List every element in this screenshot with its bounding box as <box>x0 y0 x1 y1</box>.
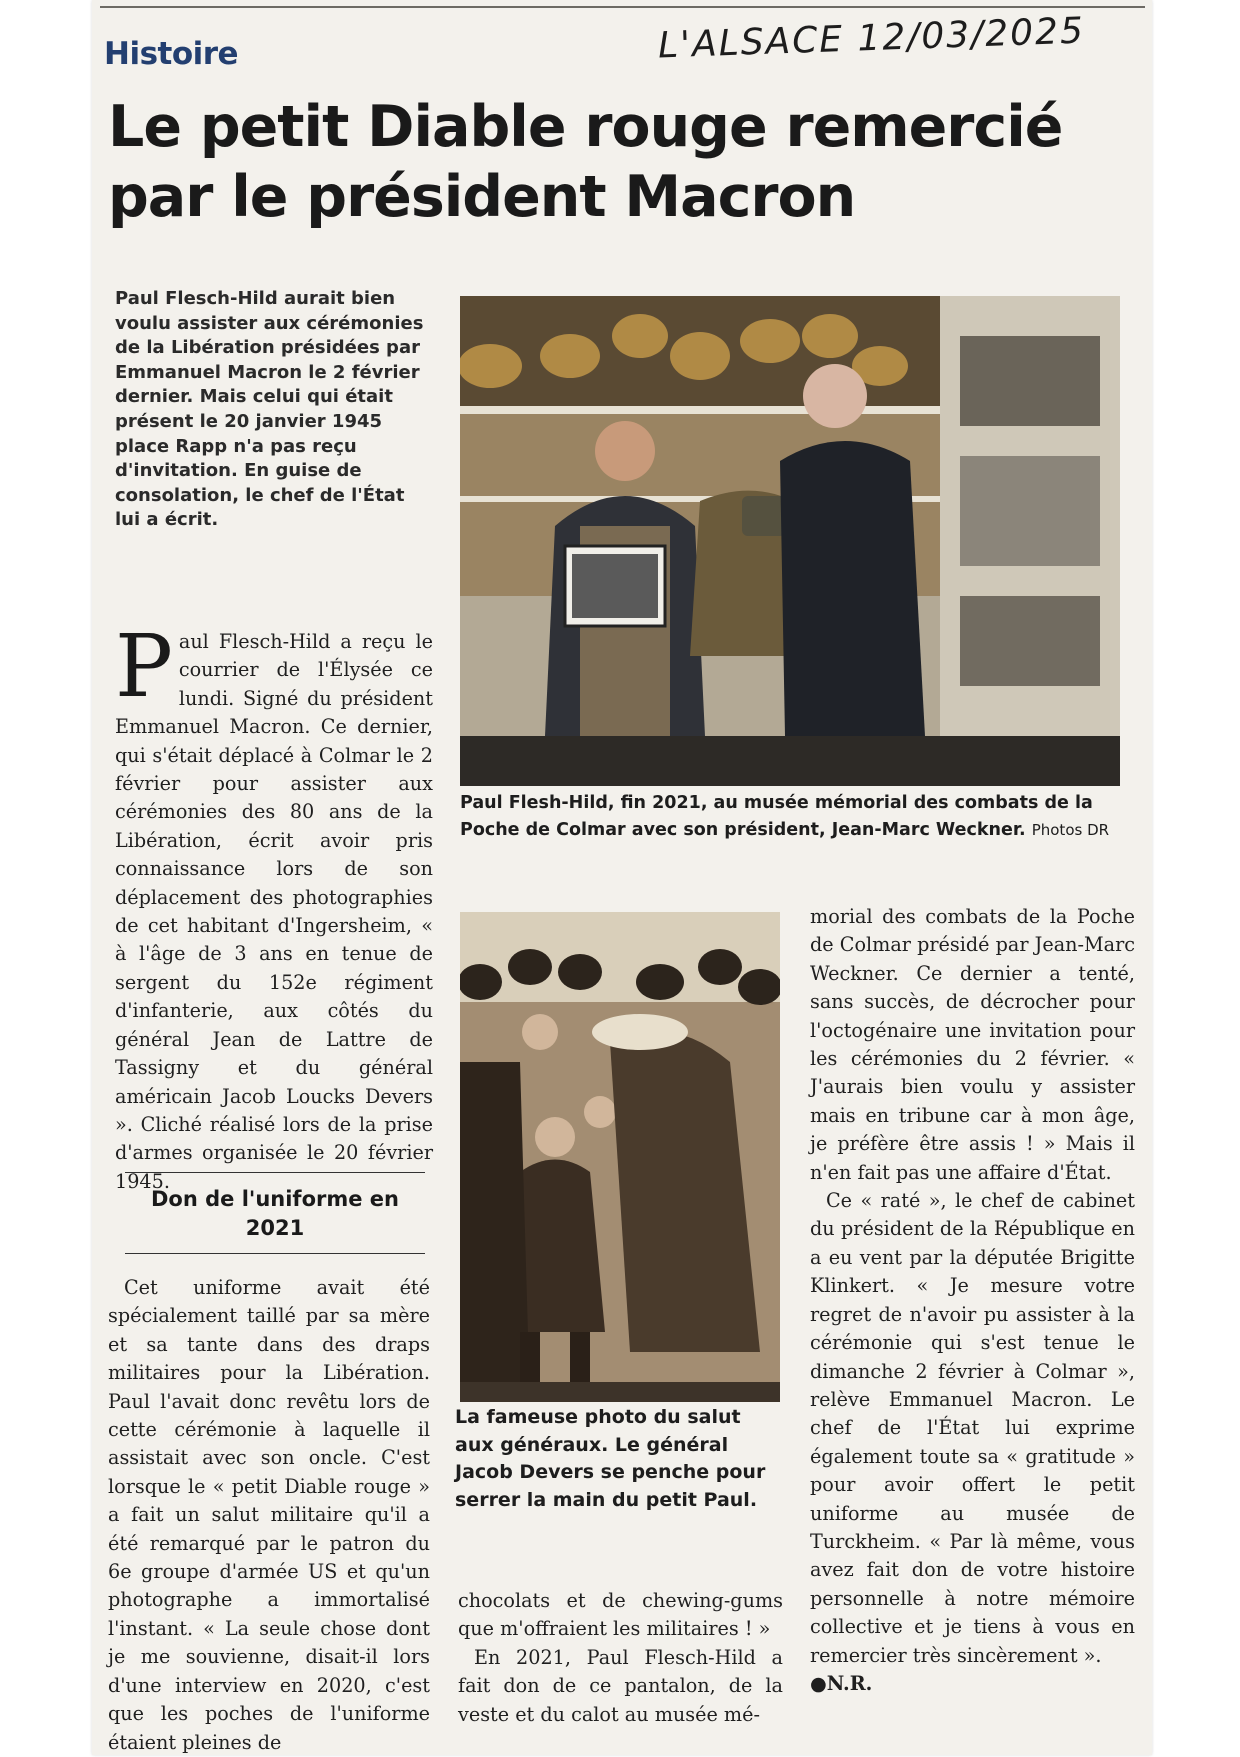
body-paragraph-4b: Ce « raté », le chef de cabinet du président de la République en a eu vent par la députée Brigitte Klinkert. « Je mesure votre regret de n'avoir pu assister à la cérémonie qui s'est tenue le dimanche 2 février à Colmar », relève Emmanuel Macron. Le chef de l'État lui exprime également toute sa « gratitude » pour avoir offert le petit uniforme au musée de Turckheim. « Par là même, vous avez fait don de votre histoire personnelle à notre mémoire collective et je tiens à vous en remercier très sincèrement ». <box>810 1189 1135 1667</box>
body-paragraph-4a: morial des combats de la Poche de Colmar présidé par Jean-Marc Weckner. Ce dernier a tenté, sans succès, de décrocher pour l'octogénaire une invitation pour les cérémonies du 2 février. « J'aurais bien voulu y assister mais en tribune car à mon âge, je préfère être assis ! » Mais il n'en fait pas une affaire d'État. <box>810 905 1135 1184</box>
subhead-rule-bottom <box>125 1253 425 1254</box>
headline <box>108 92 1108 232</box>
museum-photo <box>460 296 1120 786</box>
archive-photo-illustration <box>460 912 780 1402</box>
body-paragraph-1: aul Flesch-Hild a reçu le courrier de l'Élysée ce lundi. Signé du président Emmanuel Macron. Ce dernier, qui s'était déplacé à Colmar le 2 février pour assister aux cérémonies des 80 ans de la Libération, écrit avoir pris connaissance lors de son déplacement des photographies de cet habitant d'Ingersheim, « à l'âge de 3 ans en tenue de sergent du 152e régiment d'infanterie, aux côtés du général Jean de Lattre de Tassigny et du général américain Jacob Loucks Devers ». Cliché réalisé lors de la prise d'armes organisée le 20 février 1945. <box>115 630 433 1193</box>
body-paragraph-3a: chocolats et de chewing-gums que m'offraient les militaires ! » <box>458 1589 783 1641</box>
body-column-1 <box>115 617 433 1196</box>
photo-caption-2: La fameuse photo du salut aux généraux. Le général Jacob Devers se penche pour serrer la main du petit Paul. <box>455 1406 766 1511</box>
photo-caption-1 <box>460 790 1130 844</box>
subhead: Don de l'uniforme en 2021 <box>151 1187 399 1240</box>
museum-photo-illustration <box>460 296 1120 786</box>
body-column-4 <box>810 903 1135 1698</box>
archive-salute-photo <box>460 912 780 1402</box>
top-rule <box>100 6 1145 8</box>
caption-1-text: Paul Flesh-Hild, fin 2021, au musée mémorial des combats de la Poche de Colmar avec son président, Jean-Marc Weckner. <box>460 793 1093 840</box>
lead-paragraph: Paul Flesch-Hild aurait bien voulu assister aux cérémonies de la Libération présidées par Emmanuel Macron le 2 février dernier. Mais celui qui était présent le 20 janvier 1945 place Rapp n'a pas reçu d'invitation. En guise de consolation, le chef de l'État lui a écrit. <box>115 288 424 531</box>
body-paragraph-2: Cet uniforme avait été spécialement taillé par sa mère et sa tante dans des draps militaires pour la Libération. Paul l'avait donc revêtu lors de cette cérémonie à laquelle il assistait avec son oncle. C'est lorsque le « petit Diable rouge » a fait un salut militaire qu'il a été remarqué par le patron du 6e groupe d'armée US et qu'un photographe a immortalisé l'instant. « La seule chose dont je me souvienne, disait-il lors d'une interview en 2020, c'est que les poches de l'uniforme étaient pleines de <box>108 1276 430 1754</box>
photo-credit: Photos DR <box>1031 821 1110 839</box>
body-column-3 <box>458 1587 783 1729</box>
subhead-block <box>125 1172 425 1254</box>
drop-cap: P <box>115 617 173 717</box>
handwritten-date-note: L'ALSACE 12/03/2025 <box>657 10 1086 67</box>
body-paragraph-3b: En 2021, Paul Flesch-Hild a fait don de ce pantalon, de la veste et du calot au musée mé- <box>458 1645 783 1726</box>
author-signature: ●N.R. <box>810 1671 873 1695</box>
section-rubric: Histoire <box>104 36 239 72</box>
subhead-rule-top <box>125 1172 425 1173</box>
headline-line-2: par le président Macron <box>108 164 856 230</box>
headline-line-1: Le petit Diable rouge remercié <box>108 94 1063 160</box>
body-column-2 <box>108 1274 430 1757</box>
